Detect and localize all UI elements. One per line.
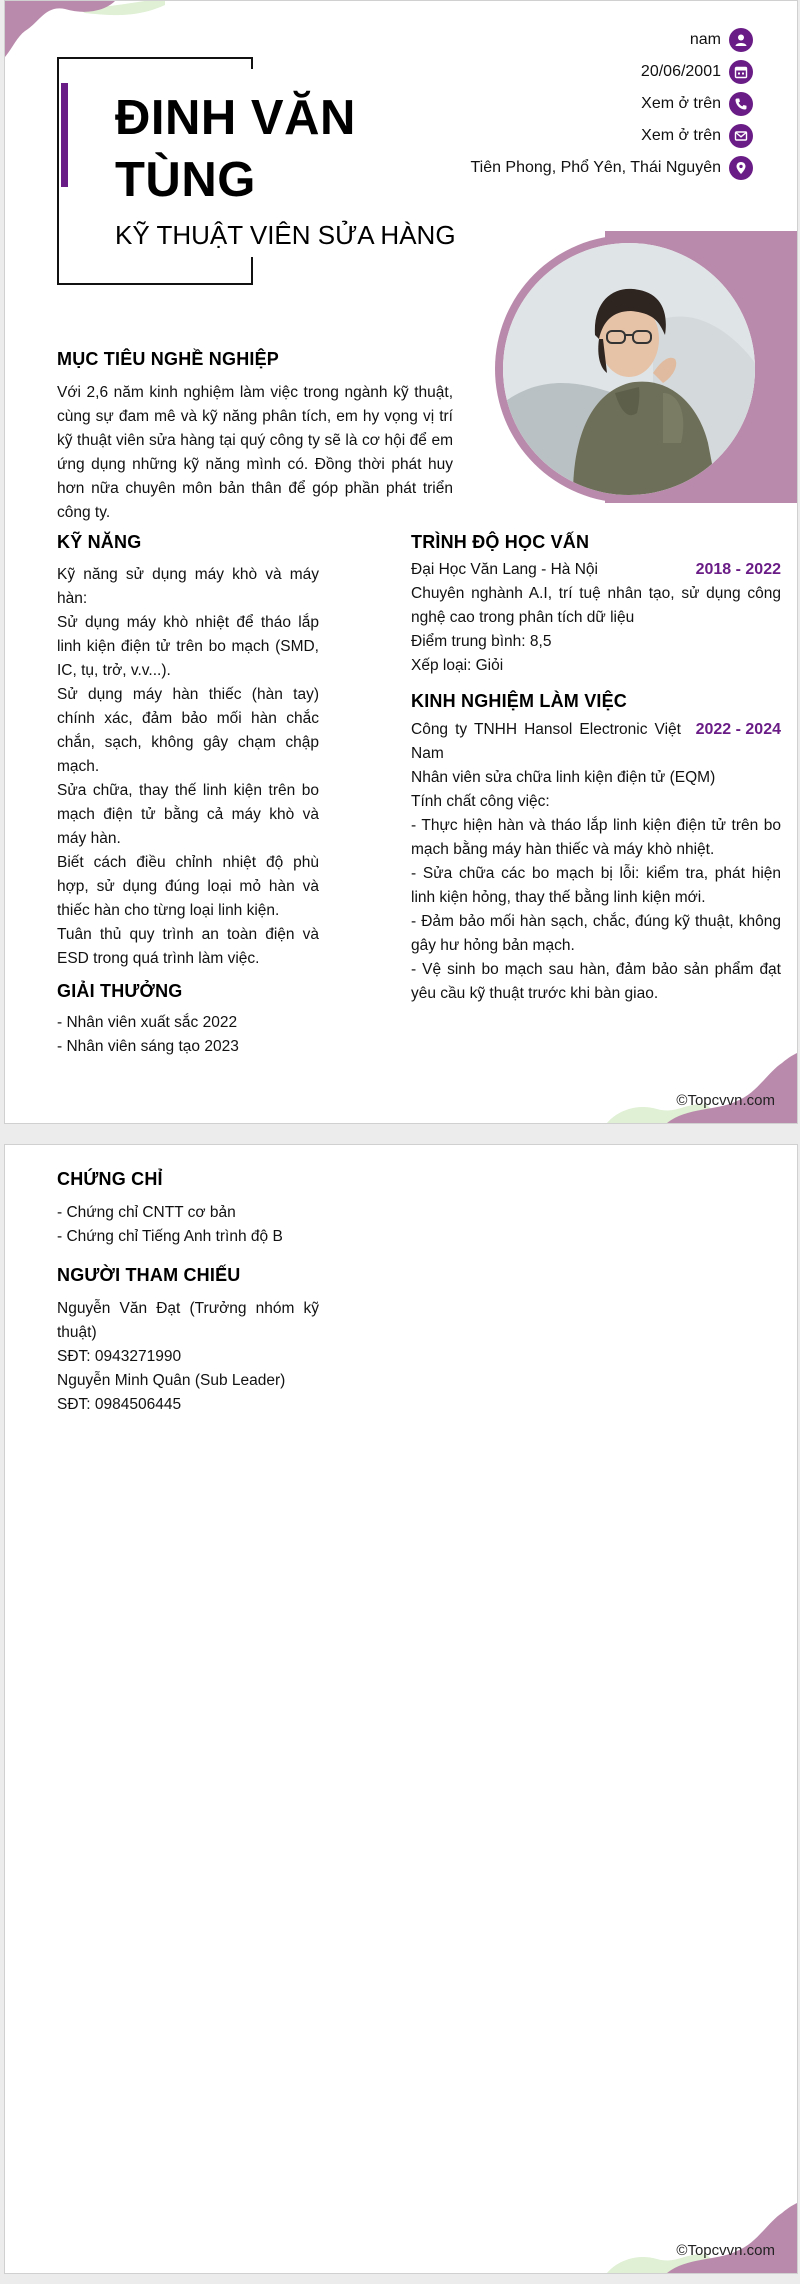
education-title: TRÌNH ĐỘ HỌC VẤN (411, 532, 590, 552)
contact-gender-text: nam (689, 31, 721, 48)
accent-bar (61, 83, 68, 187)
cv-page-1 (4, 0, 798, 1124)
profile-photo-frame (495, 235, 763, 503)
contact-phone (470, 91, 753, 117)
experience-detail: - Vệ sinh bo mạch sau hàn, đảm bảo sản phẩm đạt yêu cầu kỹ thuật trước khi bàn giao. (411, 961, 781, 1002)
contact-address-text: Tiên Phong, Phổ Yên, Thái Nguyên (470, 159, 721, 176)
candidate-name: ĐINH VĂN TÙNG (115, 91, 356, 207)
experience-detail: Nhân viên sửa chữa linh kiện điện tử (EQM) (411, 769, 716, 786)
contact-email (470, 123, 753, 149)
contact-gender (470, 27, 753, 53)
certificates-title: CHỨNG CHỈ (57, 1169, 163, 1189)
award-item: - Nhân viên sáng tạo 2023 (57, 1038, 239, 1055)
skill-item: Biết cách điều chỉnh nhiệt độ phù hợp, sử dụng đúng loại mỏ hàn và thiếc hàn cho từng loại linh kiện. (57, 854, 319, 919)
education-detail: Điểm trung bình: 8,5 (411, 633, 552, 650)
location-icon (729, 156, 753, 180)
certificates-list (57, 1201, 357, 1249)
skill-item: Sử dụng máy hàn thiếc (hàn tay) chính xác, đảm bảo mối hàn chắc chắn, sạch, không gây chạm chập mạch. (57, 686, 319, 775)
experience-company: Công ty TNHH Hansol Electronic Việt Nam (411, 721, 681, 762)
references-title: NGƯỜI THAM CHIẾU (57, 1265, 241, 1285)
skill-item: Tuân thủ quy trình an toàn điện và ESD trong quá trình làm việc. (57, 926, 319, 967)
objective-text: Với 2,6 năm kinh nghiệm làm việc trong ngành kỹ thuật, cùng sự đam mê và kỹ năng phân tích, em hy vọng vị trí kỹ thuật viên sửa hàng tại quý công ty sẽ là cơ hội để em ứng dụng những kỹ năng mình có. Đồng thời phát huy hơn nữa chuyên môn bản thân để góp phần phát triển công ty. (57, 384, 453, 521)
reference-line: SĐT: 0943271990 (57, 1348, 182, 1365)
experience-detail: - Thực hiện hàn và tháo lắp linh kiện điện tử trên bo mạch bằng máy hàn thiếc và máy khò nhiệt. (411, 817, 781, 858)
skills-list (57, 563, 319, 971)
corner-decoration (607, 2203, 797, 2273)
education-detail: Chuyên nghành A.I, trí tuệ nhân tạo, sử dụng công nghệ cao trong phân tích dữ liệu (411, 585, 781, 626)
objective-title: MỤC TIÊU NGHỀ NGHIỆP (57, 349, 280, 369)
experience-detail: - Sửa chữa các bo mạch bị lỗi: kiểm tra, phát hiện linh kiện hỏng, thay thế bằng linh kiện mới. (411, 865, 781, 906)
skill-item: Sử dụng máy khò nhiệt để tháo lắp linh kiện điện tử trên bo mạch (SMD, IC, tụ, trở, v.v...). (57, 614, 319, 679)
education-dates: 2018 - 2022 (695, 561, 781, 578)
award-item: - Nhân viên xuất sắc 2022 (57, 1014, 238, 1031)
cv-page-2 (4, 1144, 798, 2274)
contact-birthday-text: 20/06/2001 (640, 63, 721, 80)
contact-phone-text: Xem ở trên (641, 95, 721, 112)
job-title: KỸ THUẬT VIÊN SỬA HÀNG (115, 220, 456, 250)
corner-decoration (5, 1, 165, 61)
reference-line: Nguyễn Minh Quân (Sub Leader) (57, 1372, 286, 1389)
profile-photo (503, 243, 755, 495)
education-detail: Xếp loại: Giỏi (411, 657, 504, 674)
awards-title: GIẢI THƯỞNG (57, 981, 183, 1001)
contact-address (470, 155, 753, 181)
contact-email-text: Xem ở trên (641, 127, 721, 144)
awards-list (57, 1011, 337, 1059)
watermark: ©Topcvvn.com (676, 2242, 775, 2259)
email-icon (729, 124, 753, 148)
certificate-item: - Chứng chỉ CNTT cơ bản (57, 1204, 236, 1221)
experience-dates: 2022 - 2024 (695, 721, 781, 738)
person-icon (729, 28, 753, 52)
references-list (57, 1297, 319, 1417)
skill-item: Sửa chữa, thay thế linh kiện trên bo mạch điện tử bằng cả máy khò và máy hàn. (57, 782, 319, 847)
education-school: Đại Học Văn Lang - Hà Nội (411, 561, 598, 578)
contact-birthday (470, 59, 753, 85)
contact-list (470, 27, 753, 187)
experience-detail: Tính chất công việc: (411, 793, 550, 810)
phone-icon (729, 92, 753, 116)
watermark: ©Topcvvn.com (676, 1092, 775, 1109)
reference-line: Nguyễn Văn Đạt (Trưởng nhóm kỹ thuật) (57, 1300, 319, 1341)
experience-block (411, 718, 781, 1006)
corner-decoration (607, 1053, 797, 1123)
skills-title: KỸ NĂNG (57, 532, 142, 552)
calendar-icon (729, 60, 753, 84)
education-block (411, 558, 781, 678)
reference-line: SĐT: 0984506445 (57, 1396, 182, 1413)
skill-item: Kỹ năng sử dụng máy khò và máy hàn: (57, 566, 319, 607)
experience-title: KINH NGHIỆM LÀM VIỆC (411, 691, 628, 711)
certificate-item: - Chứng chỉ Tiếng Anh trình độ B (57, 1228, 283, 1245)
experience-detail: - Đảm bảo mối hàn sạch, chắc, đúng kỹ thuật, không gây hư hỏng bản mạch. (411, 913, 781, 954)
